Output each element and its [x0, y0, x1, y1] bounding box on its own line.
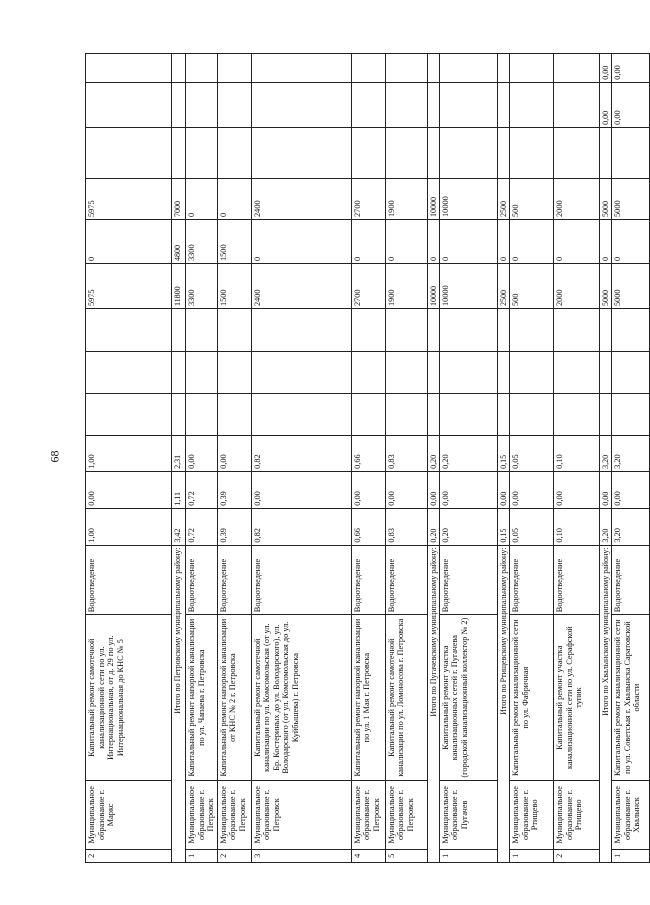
value-cell: 0,15	[497, 508, 509, 545]
value-cell: 0,20	[439, 508, 497, 545]
value-cell	[509, 352, 553, 394]
value-cell: 0	[439, 219, 497, 263]
value-cell	[186, 127, 218, 178]
value-cell	[186, 394, 218, 436]
municipality-cell: Муниципальное образование г. Пугачев	[439, 781, 497, 850]
total-label: Итого по Петровскому муниципальному району:	[172, 545, 186, 862]
service-type-cell: Водоотведение	[553, 545, 599, 615]
value-cell	[427, 127, 439, 178]
total-row	[599, 54, 611, 863]
value-cell: 0,82	[251, 508, 351, 545]
value-cell	[553, 127, 599, 178]
value-cell: 5000	[599, 264, 611, 309]
value-cell	[612, 127, 650, 178]
value-cell: 0	[553, 219, 599, 263]
object-cell: Капитальный ремонт самотечной канализации по ул. Ломоносова г. Петровска	[385, 615, 427, 781]
value-cell	[86, 352, 172, 394]
service-type-cell: Водоотведение	[186, 545, 218, 615]
value-cell: 5000	[612, 264, 650, 309]
value-cell: 4800	[172, 219, 186, 263]
value-cell: 2700	[351, 179, 385, 220]
value-cell	[553, 82, 599, 127]
service-type-cell: Водоотведение	[612, 545, 650, 615]
table-row	[553, 54, 599, 863]
value-cell	[172, 352, 186, 394]
table-row	[86, 54, 172, 863]
value-cell	[217, 127, 251, 178]
value-cell	[217, 54, 251, 83]
value-cell	[86, 309, 172, 352]
value-cell: 0	[385, 219, 427, 263]
value-cell: 0,20	[439, 436, 497, 472]
rotated-table-wrapper	[85, 53, 642, 863]
value-cell: 3,42	[172, 508, 186, 545]
object-cell: Капитальный ремонт напорной канализации от КНС № 2 г. Петровска	[217, 615, 251, 781]
value-cell	[351, 394, 385, 436]
value-cell: 0,00	[497, 471, 509, 508]
value-cell: 0,83	[385, 508, 427, 545]
value-cell	[172, 82, 186, 127]
value-cell	[251, 394, 351, 436]
value-cell	[385, 82, 427, 127]
total-row	[427, 54, 439, 863]
value-cell: 0,00	[251, 471, 351, 508]
value-cell	[553, 394, 599, 436]
row-number: 1	[509, 849, 553, 862]
service-type-cell: Водоотведение	[509, 545, 553, 615]
value-cell: 0,39	[217, 471, 251, 508]
value-cell: 0	[427, 219, 439, 263]
value-cell	[427, 309, 439, 352]
table-row	[612, 54, 650, 863]
value-cell: 3,20	[612, 508, 650, 545]
value-cell	[86, 82, 172, 127]
municipality-cell: Муниципальное образование г. Ртищево	[553, 781, 599, 850]
value-cell: 0	[86, 219, 172, 263]
value-cell: 0,20	[427, 436, 439, 472]
value-cell	[186, 82, 218, 127]
value-cell	[217, 309, 251, 352]
value-cell: 0,39	[217, 508, 251, 545]
value-cell: 0,72	[186, 508, 218, 545]
value-cell	[439, 352, 497, 394]
value-cell	[186, 352, 218, 394]
value-cell: 2400	[251, 264, 351, 309]
object-cell: Капитальный ремонт канализационной сети по ул. Советская г. Хвалынска Саратовской области	[612, 615, 650, 781]
value-cell: 0,66	[351, 508, 385, 545]
total-row	[497, 54, 509, 863]
value-cell: 1500	[217, 219, 251, 263]
value-cell: 3300	[186, 219, 218, 263]
value-cell: 0	[217, 179, 251, 220]
value-cell: 0,00	[599, 471, 611, 508]
value-cell: 0	[186, 179, 218, 220]
value-cell	[172, 54, 186, 83]
value-cell: 1,00	[86, 508, 172, 545]
value-cell	[351, 82, 385, 127]
value-cell: 1900	[385, 179, 427, 220]
object-cell: Капитальный ремонт самотечной канализации по ул. Комсомольская (от ул. Бр. Костериных до ул. Володарского), ул. Володарского (от ул. Комсомольская до ул. Куйбышева) г. Петровска	[251, 615, 351, 781]
value-cell: 0	[497, 219, 509, 263]
value-cell: 1500	[217, 264, 251, 309]
total-row	[172, 54, 186, 863]
value-cell: 3,20	[599, 436, 611, 472]
value-cell: 0,66	[351, 436, 385, 472]
value-cell: 1,11	[172, 471, 186, 508]
municipality-cell: Муниципальное образование г. Петровск	[251, 781, 351, 850]
value-cell: 0,00	[612, 82, 650, 127]
value-cell: 2500	[497, 179, 509, 220]
value-cell: 0,00	[599, 54, 611, 83]
value-cell: 0,00	[612, 471, 650, 508]
value-cell: 5000	[599, 179, 611, 220]
value-cell	[553, 54, 599, 83]
municipality-cell: Муниципальное образование г. Маркс	[86, 781, 172, 850]
value-cell	[86, 394, 172, 436]
value-cell: 2400	[251, 179, 351, 220]
value-cell	[439, 394, 497, 436]
page-number: 68	[47, 450, 62, 463]
value-cell	[509, 127, 553, 178]
value-cell	[351, 54, 385, 83]
total-label: Итого по Пугачевскому муниципальному району:	[427, 545, 439, 862]
value-cell: 10000	[439, 264, 497, 309]
service-type-cell: Водоотведение	[86, 545, 172, 615]
value-cell	[172, 309, 186, 352]
value-cell: 0,00	[553, 471, 599, 508]
value-cell	[509, 309, 553, 352]
value-cell: 0,05	[509, 436, 553, 472]
table-row	[351, 54, 385, 863]
value-cell: 0,00	[86, 471, 172, 508]
municipality-cell: Муниципальное образование г. Петровск	[186, 781, 218, 850]
works-table	[85, 53, 650, 863]
value-cell: 2000	[553, 264, 599, 309]
value-cell: 2700	[351, 264, 385, 309]
value-cell	[251, 127, 351, 178]
value-cell	[86, 54, 172, 83]
value-cell	[553, 309, 599, 352]
municipality-cell: Муниципальное образование г. Хвалынск	[612, 781, 650, 850]
value-cell	[497, 394, 509, 436]
value-cell: 0,10	[553, 436, 599, 472]
value-cell	[497, 54, 509, 83]
object-cell: Капитальный ремонт канализационной сети по ул. Фабричная	[509, 615, 553, 781]
value-cell: 0,00	[612, 54, 650, 83]
row-number: 3	[251, 849, 351, 862]
municipality-cell: Муниципальное образование г. Петровск	[385, 781, 427, 850]
value-cell	[86, 127, 172, 178]
value-cell: 0,10	[553, 508, 599, 545]
value-cell	[251, 352, 351, 394]
service-type-cell: Водоотведение	[251, 545, 351, 615]
value-cell: 0,83	[385, 436, 427, 472]
value-cell: 500	[509, 264, 553, 309]
total-label: Итого по Хвалынскому муниципальному району:	[599, 545, 611, 862]
value-cell: 3,20	[612, 436, 650, 472]
service-type-cell: Водоотведение	[439, 545, 497, 615]
value-cell: 0,15	[497, 436, 509, 472]
value-cell: 0	[351, 219, 385, 263]
value-cell: 0,05	[509, 508, 553, 545]
value-cell	[497, 127, 509, 178]
value-cell	[439, 54, 497, 83]
table-row	[385, 54, 427, 863]
object-cell: Капитальный ремонт напорной канализации по ул. Чапаева г. Петровска	[186, 615, 218, 781]
value-cell	[217, 394, 251, 436]
value-cell: 0,00	[439, 471, 497, 508]
value-cell	[251, 82, 351, 127]
value-cell	[172, 394, 186, 436]
value-cell	[439, 127, 497, 178]
value-cell	[497, 82, 509, 127]
row-number: 1	[439, 849, 497, 862]
value-cell	[217, 352, 251, 394]
value-cell	[186, 54, 218, 83]
value-cell	[427, 82, 439, 127]
value-cell	[351, 309, 385, 352]
value-cell: 0,00	[427, 471, 439, 508]
value-cell	[439, 82, 497, 127]
value-cell	[553, 352, 599, 394]
value-cell	[612, 309, 650, 352]
value-cell	[599, 127, 611, 178]
row-number: 1	[186, 849, 218, 862]
total-label: Итого по Ртищевскому муниципальному району:	[497, 545, 509, 862]
row-number: 2	[217, 849, 251, 862]
row-number: 5	[385, 849, 427, 862]
value-cell: 2000	[553, 179, 599, 220]
value-cell: 5000	[612, 179, 650, 220]
value-cell: 1900	[385, 264, 427, 309]
object-cell: Капитальный ремонт участка канализационной сети по ул. Серафской тупик	[553, 615, 599, 781]
table-body	[86, 54, 650, 863]
object-cell: Капитальный ремонт самотечной канализационной сети по ул. Интернациональная, от д. 29 по ул. Интернациональная до КНС № 5	[86, 615, 172, 781]
value-cell	[385, 127, 427, 178]
table-row	[439, 54, 497, 863]
value-cell	[385, 54, 427, 83]
table-row	[217, 54, 251, 863]
value-cell	[439, 309, 497, 352]
value-cell	[612, 394, 650, 436]
value-cell: 5975	[86, 179, 172, 220]
row-number: 2	[553, 849, 599, 862]
value-cell: 3,20	[599, 508, 611, 545]
value-cell: 0,00	[385, 471, 427, 508]
row-number: 4	[351, 849, 385, 862]
value-cell: 10000	[439, 179, 497, 220]
municipality-cell: Муниципальное образование г. Петровск	[351, 781, 385, 850]
value-cell	[172, 127, 186, 178]
municipality-cell: Муниципальное образование г. Петровск	[217, 781, 251, 850]
value-cell	[385, 309, 427, 352]
value-cell	[186, 309, 218, 352]
value-cell: 0,20	[427, 508, 439, 545]
value-cell	[497, 352, 509, 394]
value-cell: 0,00	[186, 436, 218, 472]
value-cell: 0,00	[351, 471, 385, 508]
value-cell	[599, 352, 611, 394]
table-row	[251, 54, 351, 863]
value-cell: 0	[509, 219, 553, 263]
value-cell	[385, 394, 427, 436]
value-cell	[251, 309, 351, 352]
row-number: 2	[86, 849, 172, 862]
value-cell	[509, 82, 553, 127]
value-cell: 2500	[497, 264, 509, 309]
row-number: 1	[612, 849, 650, 862]
value-cell: 10000	[427, 264, 439, 309]
object-cell: Капитальный ремонт участка канализационных сетей г. Пугачева (городской канализационный коллектор № 2)	[439, 615, 497, 781]
service-type-cell: Водоотведение	[217, 545, 251, 615]
object-cell: Капитальный ремонт напорной канализации по ул. 1 Мая г. Петровска	[351, 615, 385, 781]
value-cell	[351, 127, 385, 178]
value-cell	[217, 82, 251, 127]
value-cell	[351, 352, 385, 394]
value-cell: 10000	[427, 179, 439, 220]
value-cell	[385, 352, 427, 394]
table-row	[186, 54, 218, 863]
municipality-cell: Муниципальное образование г. Ртищево	[509, 781, 553, 850]
value-cell	[509, 54, 553, 83]
value-cell: 0,00	[217, 436, 251, 472]
value-cell: 0,72	[186, 471, 218, 508]
value-cell	[497, 309, 509, 352]
value-cell: 0	[251, 219, 351, 263]
value-cell: 11800	[172, 264, 186, 309]
value-cell	[509, 394, 553, 436]
value-cell	[612, 352, 650, 394]
value-cell	[599, 394, 611, 436]
value-cell: 7000	[172, 179, 186, 220]
value-cell	[427, 352, 439, 394]
value-cell: 1,00	[86, 436, 172, 472]
value-cell: 0	[612, 219, 650, 263]
table-row	[509, 54, 553, 863]
value-cell: 0,00	[509, 471, 553, 508]
value-cell: 500	[509, 179, 553, 220]
value-cell: 0,82	[251, 436, 351, 472]
value-cell	[427, 54, 439, 83]
value-cell: 2,31	[172, 436, 186, 472]
service-type-cell: Водоотведение	[351, 545, 385, 615]
value-cell: 3300	[186, 264, 218, 309]
value-cell: 0,00	[599, 82, 611, 127]
value-cell: 5975	[86, 264, 172, 309]
value-cell	[251, 54, 351, 83]
value-cell	[427, 394, 439, 436]
value-cell: 0	[599, 219, 611, 263]
value-cell	[599, 309, 611, 352]
service-type-cell: Водоотведение	[385, 545, 427, 615]
